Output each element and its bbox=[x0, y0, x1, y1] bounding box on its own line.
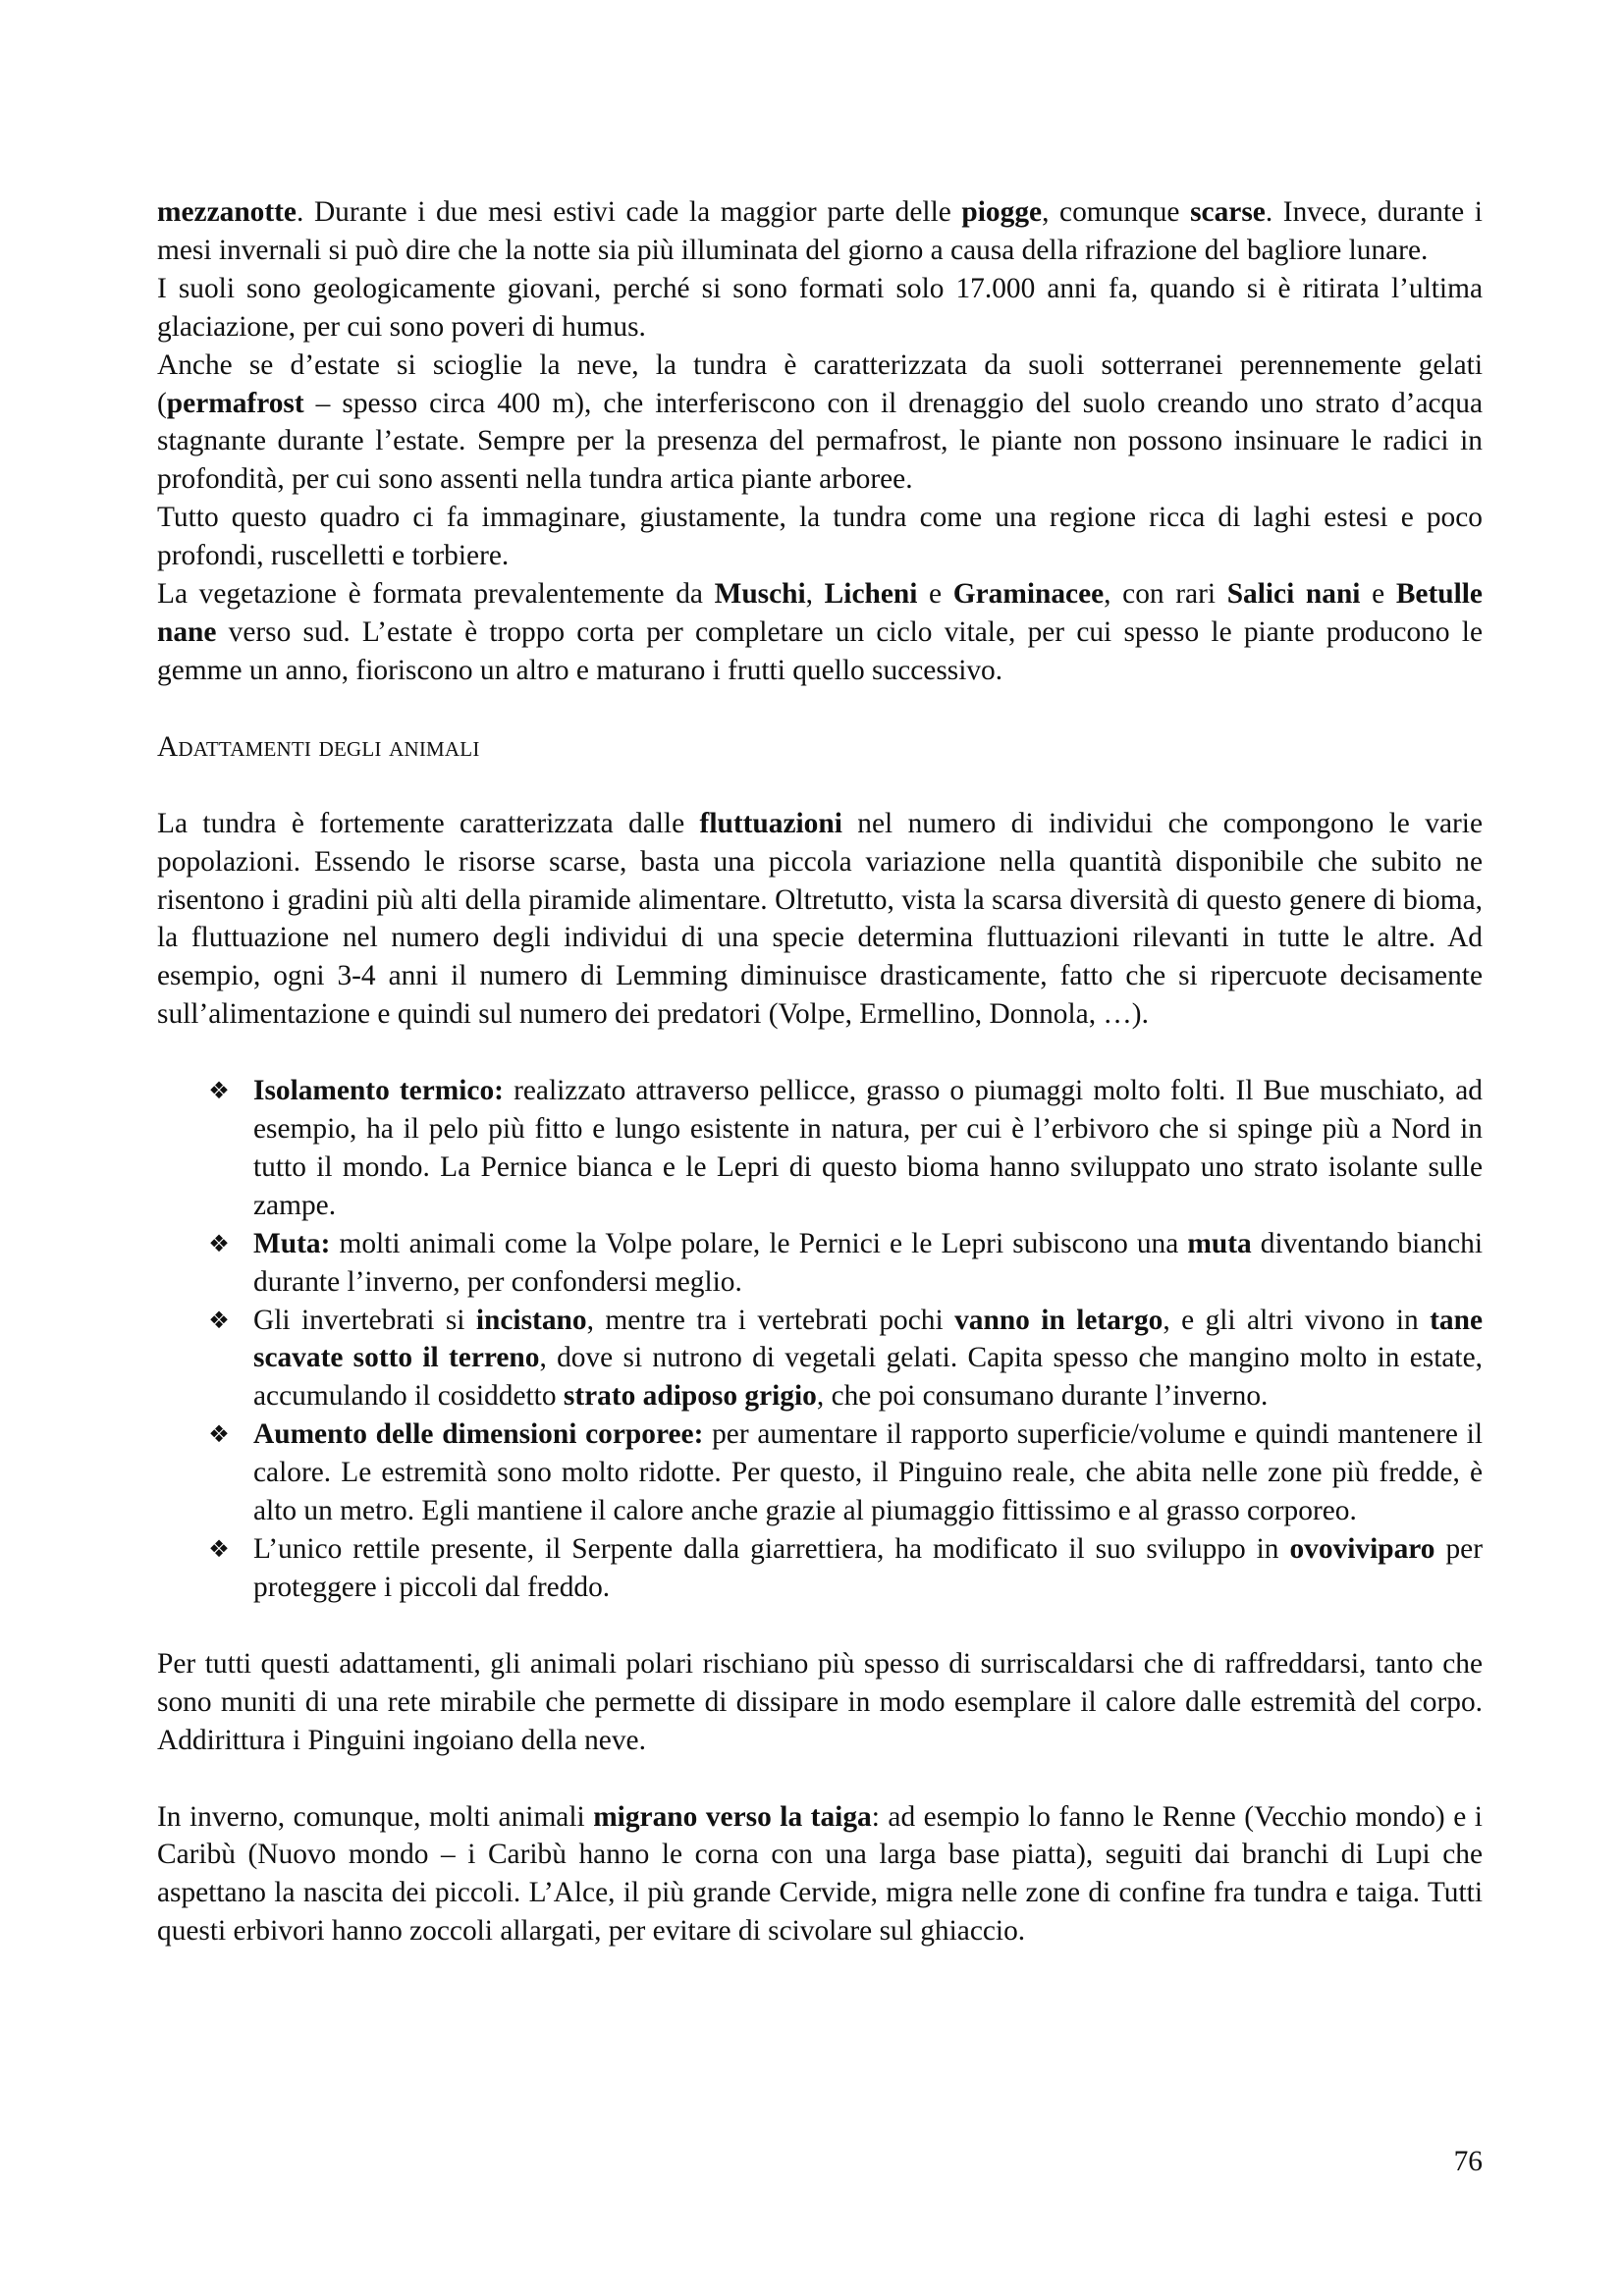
list-item-text: Aumento delle dimensioni corporee: per aumentare il rapporto superficie/volume e quindi mantenere il calore. Le estremità sono molto ridotte. Per questo, il Pinguino reale, che abita nelle zone più fredde, è alto un metro. Egli mantiene il calore anche grazie al piumaggio fittissimo e al grasso corporeo. bbox=[253, 1418, 1483, 1527]
list-item bbox=[208, 1302, 1483, 1416]
list-item-text: L’unico rettile presente, il Serpente dalla giarrettiera, ha modificato il suo sviluppo in ovoviviparo per proteggere i piccoli dal freddo. bbox=[253, 1533, 1483, 1603]
bold-term: piogge bbox=[961, 196, 1043, 228]
list-item bbox=[208, 1415, 1483, 1530]
list-item bbox=[208, 1072, 1483, 1225]
bold-term: Muta: bbox=[253, 1227, 331, 1259]
bold-term: vanno in letargo bbox=[954, 1304, 1163, 1336]
diamond-bullet-icon: ❖ bbox=[208, 1420, 230, 1449]
paragraph-nights: mezzanotte. Durante i due mesi estivi cade la maggior parte delle piogge, comunque scarse. Invece, durante i mesi invernali si può dire che la notte sia più illuminata del giorno a causa della rifrazione del bagliore lunare. bbox=[157, 196, 1483, 266]
bold-term: muta bbox=[1187, 1227, 1252, 1259]
bold-term: Licheni bbox=[824, 578, 918, 611]
paragraph-lakes: Tutto questo quadro ci fa immaginare, giustamente, la tundra come una regione ricca di laghi estesi e poco profondi, ruscelletti e torbiere. bbox=[157, 502, 1483, 572]
bold-term: fluttuazioni bbox=[699, 807, 842, 839]
bold-term: Isolamento termico: bbox=[253, 1075, 504, 1107]
list-item bbox=[208, 1530, 1483, 1607]
bold-term: migrano verso la taiga bbox=[593, 1800, 872, 1833]
bold-term: strato adiposo grigio bbox=[563, 1380, 817, 1413]
bold-term: Aumento delle dimensioni corporee: bbox=[253, 1418, 704, 1451]
list-item bbox=[208, 1225, 1483, 1302]
bold-term: permafrost bbox=[166, 387, 304, 419]
paragraph-fluctuations: La tundra è fortemente caratterizzata dalle fluttuazioni nel numero di individui che compongono le varie popolazioni. Essendo le risorse scarse, basta una piccola variazione nella quantità disponibile che subito ne risentono i gradini più alti della piramide alimentare. Oltretutto, vista la scarsa diversità di questo genere di bioma, la fluttuazione nel numero degli individui di una specie determina fluttuazioni rilevanti in tutte le altre. Ad esempio, ogni 3-4 anni il numero di Lemming diminuisce drasticamente, fatto che si ripercuote decisamente sull’alimentazione e quindi sul numero dei predatori (Volpe, Ermellino, Donnola, …). bbox=[157, 807, 1483, 1031]
bold-term: Betulle nane bbox=[157, 578, 1483, 648]
bold-term: Graminacee bbox=[952, 578, 1105, 611]
list-item-text: Muta: molti animali come la Volpe polare, le Pernici e le Lepri subiscono una muta diventando bianchi durante l’inverno, per confondersi meglio. bbox=[253, 1227, 1483, 1298]
paragraph-permafrost: Anche se d’estate si scioglie la neve, la tundra è caratterizzata da suoli sotterranei perennemente gelati (permafrost – spesso circa 400 m), che interferiscono con il drenaggio del suolo creando uno strato d’acqua stagnante durante l’estate. Sempre per la presenza del permafrost, le piante non possono insinuare le radici in profondità, per cui sono assenti nella tundra artica piante arboree. bbox=[157, 348, 1483, 496]
paragraph-vegetation: La vegetazione è formata prevalentemente da Muschi, Licheni e Graminacee, con rari Salici nani e Betulle nane verso sud. L’estate è troppo corta per completare un ciclo vitale, per cui spesso le piante producono le gemme un anno, fioriscono un altro e maturano i frutti quello successivo. bbox=[157, 578, 1483, 686]
bold-term: incistano bbox=[475, 1304, 587, 1336]
diamond-bullet-icon: ❖ bbox=[208, 1077, 230, 1105]
paragraph-migration: In inverno, comunque, molti animali migrano verso la taiga: ad esempio lo fanno le Renne (Vecchio mondo) e i Caribù (Nuovo mondo – i Caribù hanno le corna con una larga base piatta), seguiti dai branchi di Lupi che aspettano la nascita dei piccoli. L’Alce, il più grande Cervide, migra nelle zone di confine fra tundra e taiga. Tutti questi erbivori hanno zoccoli allargati, per evitare di scivolare sul ghiaccio. bbox=[157, 1800, 1483, 1948]
adaptations-list bbox=[157, 1072, 1483, 1607]
list-item-text: Isolamento termico: realizzato attraverso pellicce, grasso o piumaggi molto folti. Il Bue muschiato, ad esempio, ha il pelo più fitto e lungo esistente in natura, per cui è l’erbivoro che si spinge più a Nord in tutto il mondo. La Pernice bianca e le Lepri di questo bioma hanno sviluppato uno strato isolante sulle zampe. bbox=[253, 1075, 1483, 1221]
bold-term: Muschi bbox=[714, 578, 806, 611]
section-heading: Adattamenti degli animali bbox=[157, 730, 480, 763]
bold-term: tane scavate sotto il terreno bbox=[253, 1304, 1483, 1374]
intro-section bbox=[157, 193, 1483, 690]
bold-term: ovoviviparo bbox=[1289, 1533, 1435, 1565]
page-number: 76 bbox=[1453, 2146, 1483, 2177]
bold-term: Salici nani bbox=[1226, 578, 1361, 611]
diamond-bullet-icon: ❖ bbox=[208, 1229, 230, 1257]
diamond-bullet-icon: ❖ bbox=[208, 1306, 230, 1334]
bold-term: scarse bbox=[1190, 196, 1266, 228]
diamond-bullet-icon: ❖ bbox=[208, 1535, 230, 1563]
list-item-text: Gli invertebrati si incistano, mentre tra i vertebrati pochi vanno in letargo, e gli altri vivono in tane scavate sotto il terreno, dove si nutrono di vegetali gelati. Capita spesso che mangino molto in estate, accumulando il cosiddetto strato adiposo grigio, che poi consumano durante l’inverno. bbox=[253, 1304, 1483, 1413]
bold-term: mezzanotte bbox=[157, 196, 297, 228]
paragraph-soils: I suoli sono geologicamente giovani, perché si sono formati solo 17.000 anni fa, quando si è ritirata l’ultima glaciazione, per cui sono poveri di humus. bbox=[157, 272, 1483, 343]
document-page bbox=[157, 193, 1483, 1950]
paragraph-overheating: Per tutti questi adattamenti, gli animali polari rischiano più spesso di surriscaldarsi che di raffreddarsi, tanto che sono muniti di una rete mirabile che permette di dissipare in modo esemplare il calore dalle estremità del corpo. Addirittura i Pinguini ingoiano della neve. bbox=[157, 1647, 1483, 1756]
